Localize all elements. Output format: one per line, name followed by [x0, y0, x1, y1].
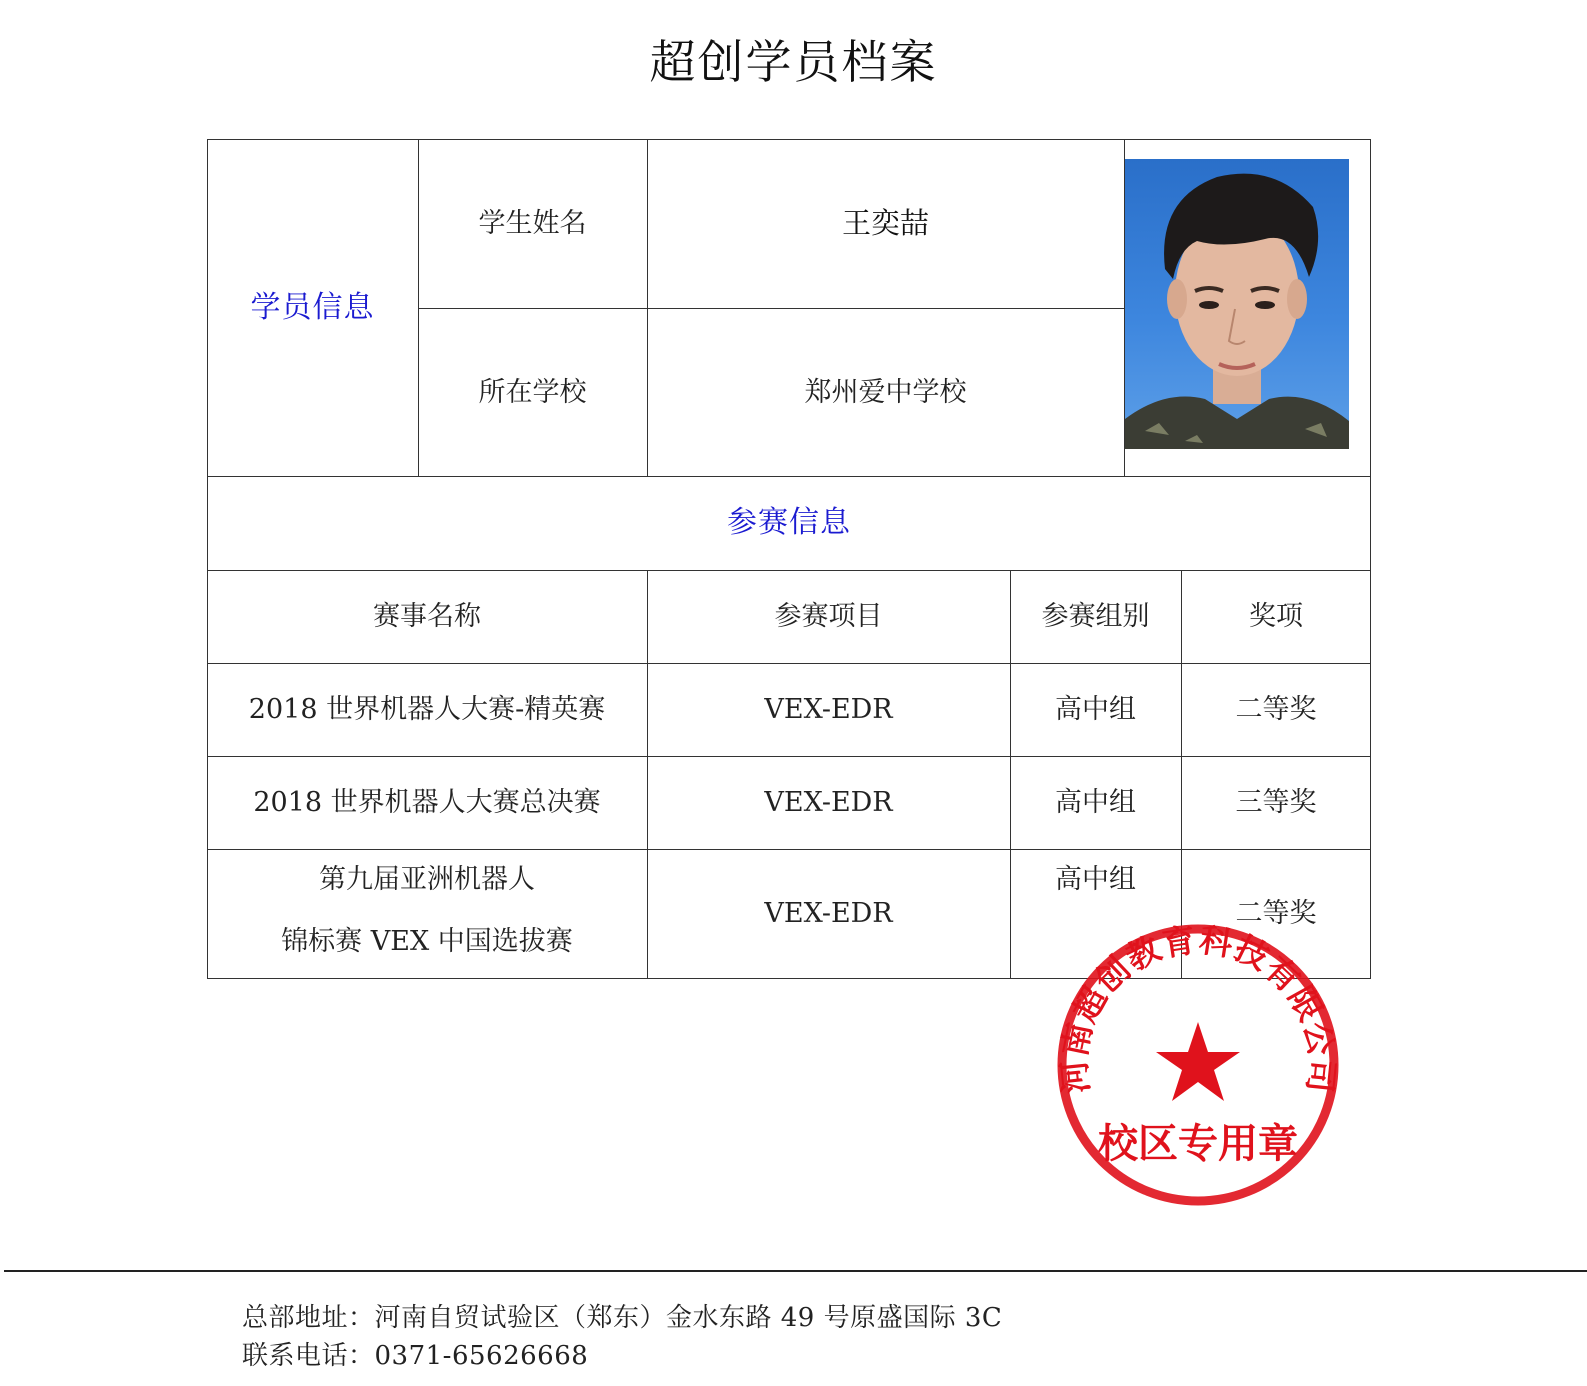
student-name-label: 学生姓名 — [478, 207, 587, 239]
row1-award: 二等奖 — [1235, 693, 1317, 725]
row2-award: 三等奖 — [1235, 786, 1317, 818]
star-icon — [1156, 1022, 1240, 1101]
row1-competition-name: 2018 世界机器人大赛-精英赛 — [248, 693, 606, 725]
row2-group: 高中组 — [1055, 786, 1136, 818]
row3-competition-name-line1: 第九届亚洲机器人 — [319, 864, 535, 896]
header-group: 参赛组别 — [1041, 600, 1150, 632]
school-value: 郑州爱中学校 — [804, 376, 967, 408]
row1-project: VEX-EDR — [764, 693, 893, 725]
school-label: 所在学校 — [478, 376, 587, 408]
row3-competition-name-line2: 锦标赛 VEX 中国选拔赛 — [281, 926, 573, 958]
footer-divider — [4, 1270, 1587, 1272]
row3-award: 二等奖 — [1235, 898, 1317, 930]
page-title: 超创学员档案 — [649, 35, 938, 89]
competition-section-label: 参赛信息 — [727, 504, 851, 540]
row3-project: VEX-EDR — [764, 898, 893, 930]
student-section-label: 学员信息 — [250, 289, 375, 325]
header-competition-name: 赛事名称 — [373, 600, 481, 632]
official-seal-stamp — [1053, 920, 1343, 1210]
stamp-inner-text: 校区专用章 — [1098, 1121, 1298, 1167]
header-project: 参赛项目 — [774, 600, 883, 632]
student-name-value: 王奕喆 — [841, 205, 929, 240]
stamp-outer-text: 河南超创教育科技有限公司 — [1054, 920, 1342, 1096]
footer-address: 总部地址：河南自贸试验区（郑东）金水东路 49 号原盛国际 3C — [242, 1303, 1003, 1333]
row3-group: 高中组 — [1055, 864, 1136, 896]
row1-group: 高中组 — [1055, 693, 1136, 725]
footer-phone: 联系电话：0371-65626668 — [242, 1341, 589, 1371]
header-award: 奖项 — [1249, 600, 1303, 632]
row2-project: VEX-EDR — [764, 786, 893, 818]
student-photo — [1125, 159, 1349, 449]
row2-competition-name: 2018 世界机器人大赛总决赛 — [253, 786, 601, 818]
